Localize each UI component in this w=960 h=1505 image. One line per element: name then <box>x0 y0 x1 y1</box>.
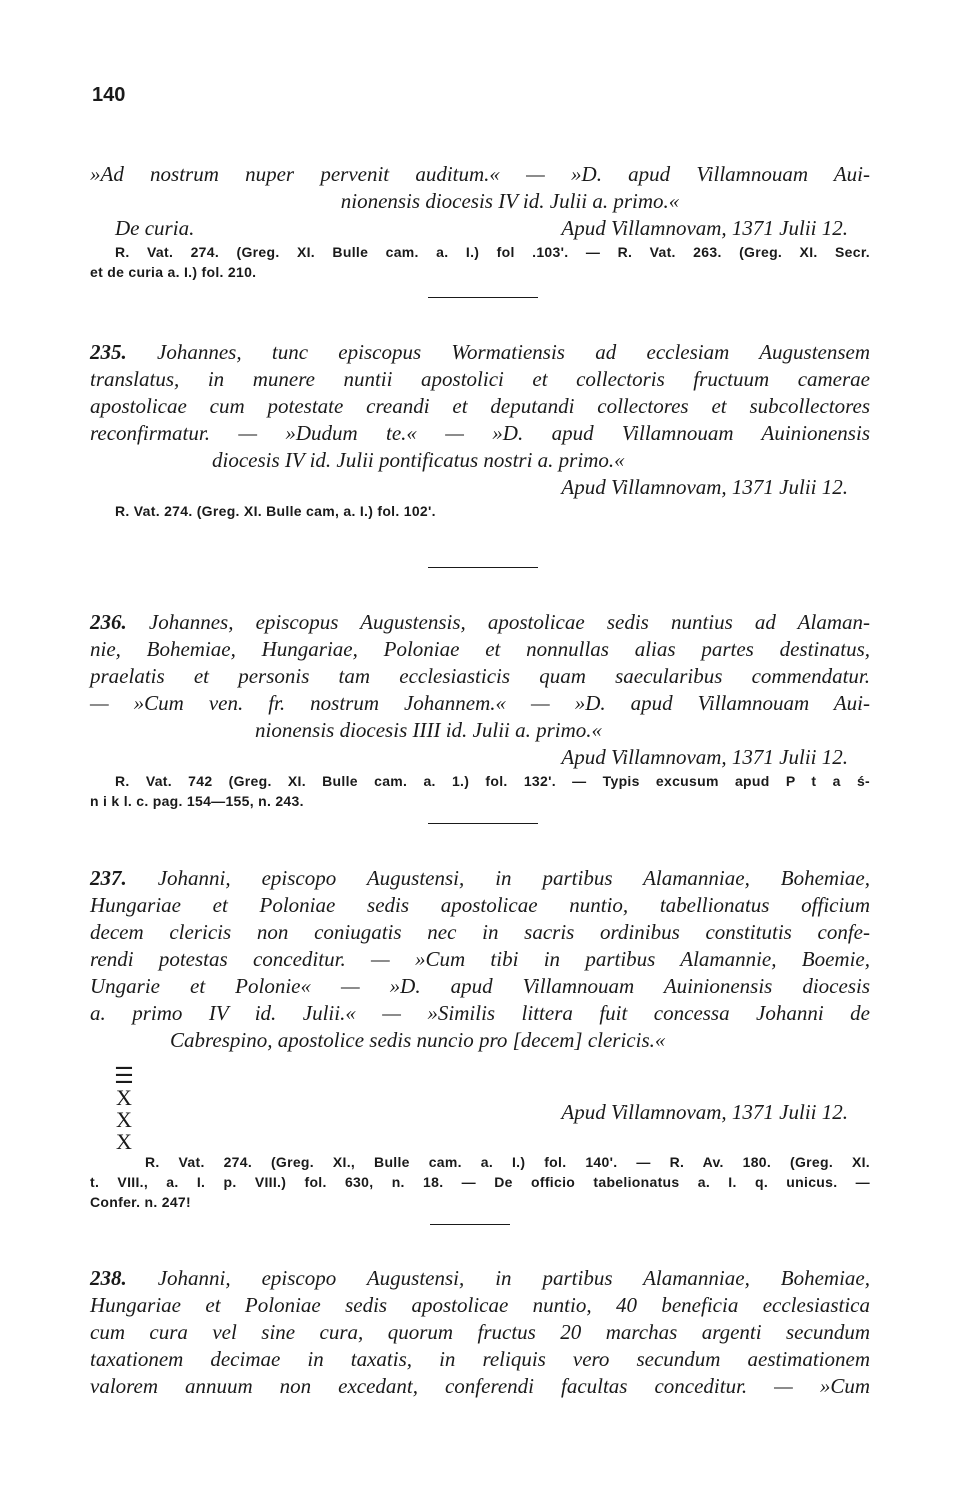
entry-237-ref-3: Confer. n. 247! <box>90 1194 191 1210</box>
entry-236-ref-1: R. Vat. 742 (Greg. XI. Bulle cam. a. 1.) fol. 132'. — Typis excusum apud P t a ś- <box>115 773 870 789</box>
entry-234-origin-date <box>90 215 870 242</box>
entry-237-ref-2: t. VIII., a. I. p. VIII.) fol. 630, n. 18. — De officio tabelionatus a. I. q. unicus. — <box>90 1174 870 1190</box>
entry-234-ref-1: R. Vat. 274. (Greg. XI. Bulle cam. a. I.) fol .103'. — R. Vat. 263. (Greg. XI. Secr. <box>115 244 870 260</box>
entry-237-text-1: Johanni, episcopo Augustensi, in partibus Alamanniae, Bohemiae, <box>157 866 870 890</box>
marginal-x-1: X <box>116 1085 132 1110</box>
entry-236-line-5: nionensis diocesis IIII id. Julii a. primo.« <box>255 718 603 742</box>
entry-238 <box>90 1265 870 1400</box>
separator-rule <box>428 567 538 568</box>
entry-237-number: 237. <box>90 866 127 890</box>
marginal-mark: ☰ <box>114 1063 134 1088</box>
entry-236-date-line <box>90 744 870 771</box>
entry-234-line-2: nionensis diocesis IV id. Julii a. primo.« <box>340 189 680 213</box>
entry-238-line-1 <box>90 1265 870 1292</box>
entry-234-ref-2: et de curia a. I.) fol. 210. <box>90 264 257 280</box>
entry-238-text-1: Johanni, episcopo Augustensi, in partibus Alamanniae, Bohemiae, <box>157 1266 870 1290</box>
entry-237-refs <box>90 1152 870 1212</box>
marginal-x-2: X <box>116 1107 132 1132</box>
entry-235-ref-1: R. Vat. 274. (Greg. XI. Bulle cam, a. I.) fol. 102'. <box>115 503 436 519</box>
entry-237-line-6: a. primo IV id. Julii.« — »Similis littera fuit concessa Johanni de <box>90 1001 870 1025</box>
separator-rule <box>430 1224 510 1225</box>
marginal-x-3: X <box>116 1129 132 1154</box>
entry-237-line-2: Hungariae et Poloniae sedis apostolicae nuntio, tabellionatus officium <box>90 893 870 917</box>
entry-235-date-line <box>90 474 870 501</box>
entry-237-line-7: Cabrespino, apostolice sedis nuncio pro [decem] clericis.« <box>170 1028 666 1052</box>
entry-236-line-1 <box>90 609 870 636</box>
separator-rule <box>428 297 538 298</box>
entry-238-number: 238. <box>90 1266 127 1290</box>
entry-235-line-1 <box>90 339 870 366</box>
entry-237 <box>90 865 870 1054</box>
page-number: 140 <box>92 84 126 106</box>
entry-234-line-1: »Ad nostrum nuper pervenit auditum.« — »D. apud Villamnouam Aui- <box>90 162 870 186</box>
entry-235-text-1: Johannes, tunc episcopus Wormatiensis ad ecclesiam Augustensem <box>157 340 871 364</box>
entry-238-line-3: cum cura vel sine cura, quorum fructus 20 marchas argenti secundum <box>90 1320 870 1344</box>
entry-237-line-5: Ungarie et Polonie« — »D. apud Villamnouam Auinionensis diocesis <box>90 974 870 998</box>
entry-236-ref-2: n i k l. c. pag. 154—155, n. 243. <box>90 793 304 809</box>
entry-235-line-3: apostolicae cum potestate creandi et deputandi collectores et subcollectores <box>90 394 870 418</box>
entry-236-line-3: praelatis et personis tam ecclesiasticis quam saecularibus commendatur. <box>90 664 870 688</box>
entry-238-line-4: taxationem decimae in taxatis, in reliquis vero secundum aestimationem <box>90 1347 870 1371</box>
entry-236-line-4: — »Cum ven. fr. nostrum Johannem.« — »D. apud Villamnouam Aui- <box>90 691 870 715</box>
entry-238-line-5: valorem annuum non excedant, conferendi facultas conceditur. — »Cum <box>90 1374 870 1398</box>
entry-237-date: Apud Villamnovam, 1371 Julii 12. <box>561 1100 848 1124</box>
entry-237-line-4: rendi potestas conceditur. — »Cum tibi in partibus Alamannie, Boemie, <box>90 947 870 971</box>
entry-235-number: 235. <box>90 340 127 364</box>
entry-235-line-2: translatus, in munere nuntii apostolici et collectoris fructuum camerae <box>90 367 870 391</box>
entry-236 <box>90 609 870 811</box>
entry-235 <box>90 339 870 521</box>
entry-234 <box>90 161 870 282</box>
entry-236-line-2: nie, Bohemiae, Hungariae, Poloniae et nonnullas alias partes destinatus, <box>90 637 870 661</box>
entry-237-ref-1: R. Vat. 274. (Greg. XI., Bulle cam. a. I.) fol. 140'. — R. Av. 180. (Greg. XI. <box>145 1154 870 1170</box>
separator-rule <box>428 823 538 824</box>
entry-236-number: 236. <box>90 610 127 634</box>
entry-237-line-3: decem clericis non coniugatis nec in sacris ordinibus constitutis confe- <box>90 920 870 944</box>
entry-234-origin: De curia. <box>115 216 195 240</box>
entry-237-footer <box>90 1099 870 1126</box>
entry-235-date: Apud Villamnovam, 1371 Julii 12. <box>561 475 848 499</box>
entry-236-text-1: Johannes, episcopus Augustensis, apostolicae sedis nuntius ad Alaman- <box>148 610 870 634</box>
entry-235-line-5: diocesis IV id. Julii pontificatus nostri a. primo.« <box>212 448 625 472</box>
entry-236-date: Apud Villamnovam, 1371 Julii 12. <box>561 745 848 769</box>
entry-237-line-1 <box>90 865 870 892</box>
entry-234-date: Apud Villamnovam, 1371 Julii 12. <box>561 216 848 240</box>
entry-235-line-4: reconfirmatur. — »Dudum te.« — »D. apud Villamnouam Auinionensis <box>90 421 870 445</box>
entry-238-line-2: Hungariae et Poloniae sedis apostolicae nuntio, 40 beneficia ecclesiastica <box>90 1293 870 1317</box>
entry-237-date-line <box>90 1099 870 1126</box>
